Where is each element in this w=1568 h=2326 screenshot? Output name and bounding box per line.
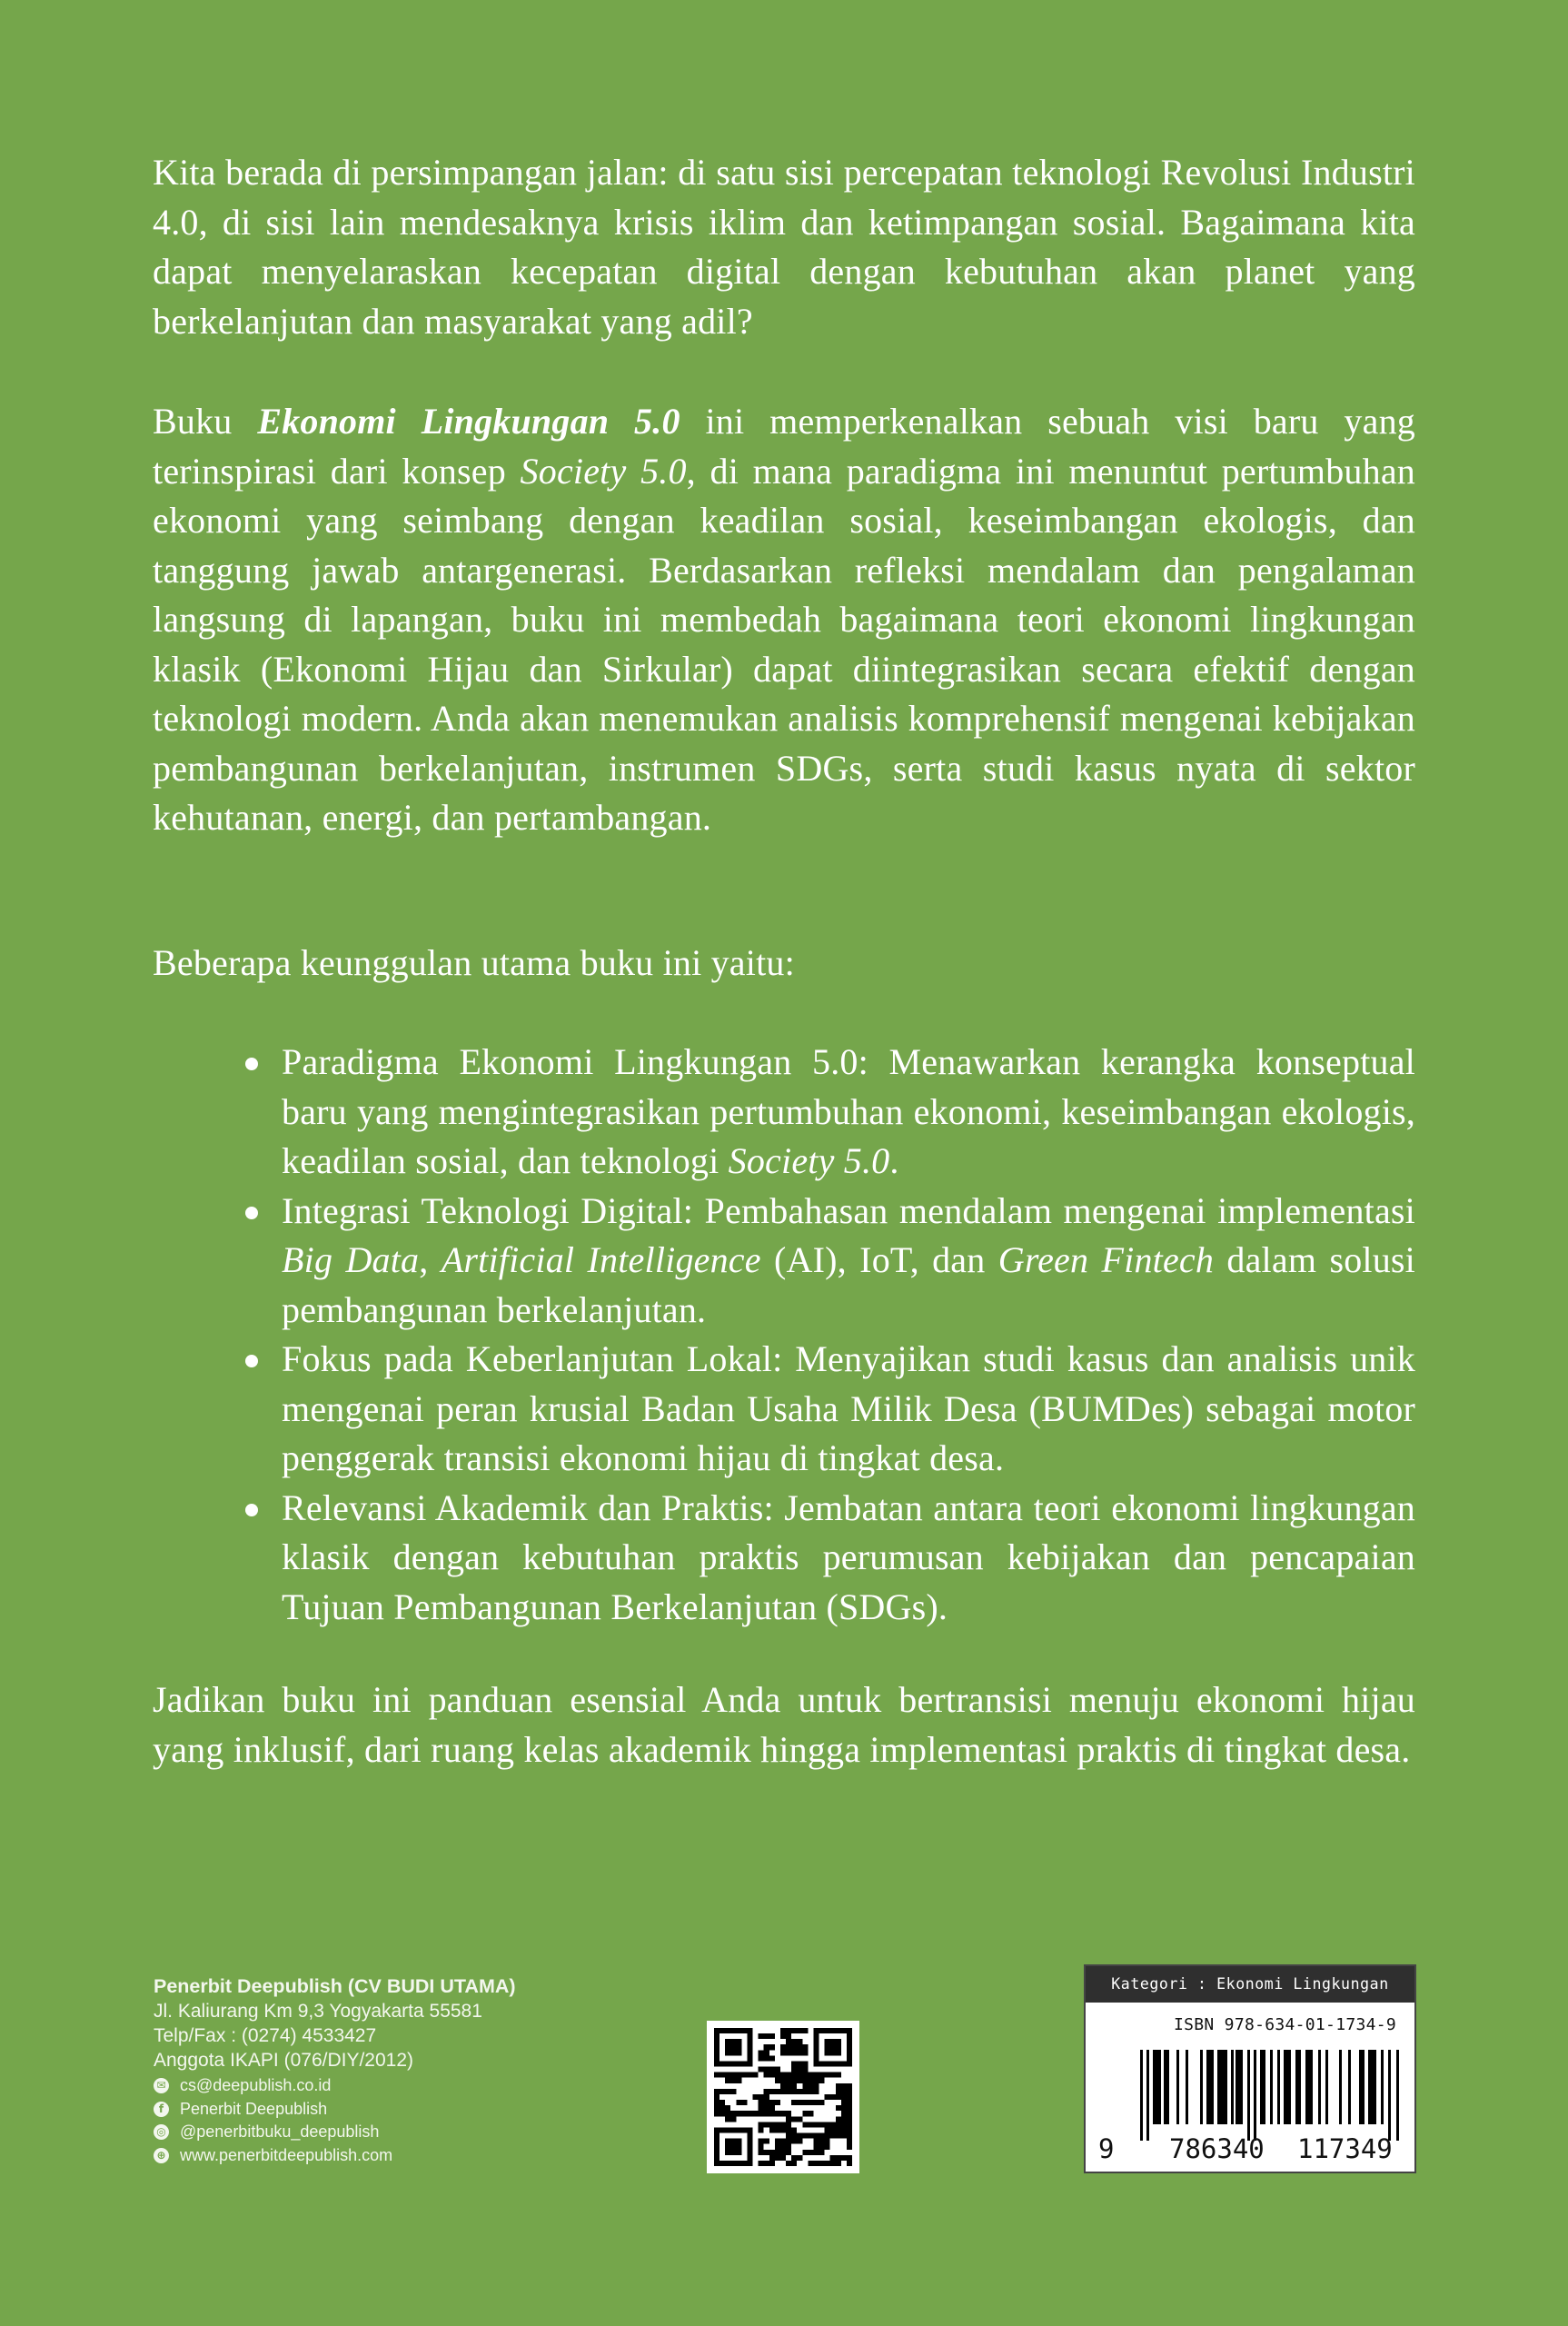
feature-text: Paradigma Ekonomi Lingkungan 5.0: Menawarkan kerangka konseptual baru yang mengintegrasikan pertumbuhan ekonomi, keseimbangan ekologis, keadilan sosial, dan teknologi (282, 1041, 1415, 1181)
bullet-icon (245, 1058, 258, 1070)
barcode-bar (1153, 2050, 1161, 2124)
barcode-bar (1140, 2050, 1143, 2141)
barcode-bar (1146, 2050, 1149, 2141)
text-span: Buku (153, 401, 258, 442)
feature-italic: Green Fintech (997, 1239, 1215, 1280)
feature-item (282, 1484, 1415, 1633)
feature-italic: Big Data (282, 1239, 420, 1280)
intro-paragraph-2 (153, 397, 1415, 843)
barcode-bar (1186, 2050, 1188, 2124)
feature-text: dalam solusi pembangunan berkelanjutan. (282, 1239, 1415, 1330)
instagram-icon: ◎ (154, 2124, 169, 2140)
barcode-bar (1200, 2050, 1203, 2124)
barcode-bar (1270, 2050, 1273, 2124)
barcode-bar (1260, 2050, 1265, 2124)
contact-instagram[interactable] (154, 2121, 516, 2144)
features-intro-text: Beberapa keunggulan utama buku ini yaitu: (153, 942, 795, 983)
feature-text: . (889, 1140, 899, 1181)
contact-email[interactable] (154, 2074, 516, 2098)
email-icon: ✉ (154, 2078, 169, 2093)
globe-icon: ⊕ (154, 2148, 169, 2163)
barcode-bar (1368, 2050, 1376, 2124)
publisher-name: Penerbit Deepublish (CV BUDI UTAMA) (154, 1975, 516, 1997)
barcode-digits-left: 786340 (1169, 2133, 1265, 2164)
barcode-bar (1339, 2050, 1342, 2124)
isbn-number: ISBN 978-634-01-1734-9 (1174, 2015, 1397, 2034)
feature-item (282, 1187, 1415, 1336)
contact-website-text[interactable]: www.penerbitdeepublish.com (180, 2145, 393, 2164)
qr-code[interactable] (707, 2021, 859, 2173)
publisher-info (154, 1974, 516, 2167)
feature-text: Integrasi Teknologi Digital: Pembahasan mendalam mengenai implementasi (282, 1189, 1415, 1231)
text-span: ini memperkenalkan sebuah visi baru yang terinspirasi dari konsep (153, 401, 1415, 492)
barcode-bar (1305, 2050, 1313, 2124)
barcode-bar (1277, 2050, 1280, 2124)
barcode-bar (1318, 2050, 1321, 2124)
contact-website[interactable] (154, 2144, 516, 2168)
barcode-bar (1295, 2050, 1301, 2124)
barcode-bar (1381, 2050, 1384, 2124)
barcode-bar (1325, 2050, 1328, 2124)
barcode-bar (1236, 2050, 1243, 2124)
feature-text: Relevansi Akademik dan Praktis: Jembatan antara teori ekonomi lingkungan klasik dengan kebutuhan praktis perumusan kebijakan dan pencapaian Tujuan Pembangunan Berkelanjutan (SDGs). (282, 1486, 1415, 1627)
contact-facebook-text[interactable]: Penerbit Deepublish (180, 2099, 328, 2118)
qr-code-icon (714, 2028, 852, 2166)
intro-paragraph-1-text: Kita berada di persimpangan jalan: di satu sisi percepatan teknologi Revolusi Industri 4.0, di sisi lain mendesaknya krisis iklim dan ketimpangan sosial. Bagaimana kita dapat menyelaraskan kecepatan digital dengan kebutuhan akan planet yang berkelanjutan dan masyarakat yang adil? (153, 152, 1415, 342)
publisher-address: Jl. Kaliurang Km 9,3 Yogyakarta 55581 (154, 2001, 482, 2022)
feature-italic: Artificial Intelligence (441, 1239, 761, 1280)
category-label: Kategori : Ekonomi Lingkungan (1086, 1966, 1414, 2003)
features-list (282, 1038, 1415, 1632)
barcode-bar (1254, 2050, 1256, 2141)
barcode-bar (1164, 2050, 1169, 2124)
book-title: Ekonomi Lingkungan 5.0 (257, 401, 680, 442)
bullet-icon (245, 1207, 258, 1219)
barcode-bar (1348, 2050, 1351, 2124)
text-span: , di mana paradigma ini menuntut pertumbuhan ekonomi yang seimbang dengan keadilan sosial, keseimbangan ekologis, dan tanggung jawab antargenerasi. Berdasarkan refleksi mendalam dan pengalaman langsung di lapangan, buku ini membedah bagaimana teori ekonomi lingkungan klasik (Ekonomi Hijau dan Sirkular) dapat diintegrasikan secara efektif dengan teknologi modern. Anda akan menemukan analisis komprehensif mengenai kebijakan pembangunan berkelanjutan, instrumen SDGs, serta studi kasus nyata di sektor kehutanan, energi, dan pertambangan. (153, 450, 1415, 838)
contact-email-text[interactable]: cs@deepublish.co.id (180, 2076, 332, 2094)
feature-text: Fokus pada Keberlanjutan Lokal: Menyajikan studi kasus dan analisis unik mengenai peran krusial Badan Usaha Milik Desa (BUMDes) sebagai motor penggerak transisi ekonomi hijau di tingkat desa. (282, 1338, 1415, 1478)
barcode-bar (1176, 2050, 1179, 2124)
closing-paragraph (153, 1675, 1415, 1774)
feature-item (282, 1038, 1415, 1187)
feature-italic: Society 5.0 (728, 1140, 890, 1181)
isbn-barcode-box (1084, 1964, 1416, 2173)
contact-facebook[interactable] (154, 2098, 516, 2122)
feature-text: (AI), IoT, dan (760, 1239, 998, 1280)
barcode-bar (1284, 2050, 1291, 2124)
barcode-bar (1247, 2050, 1250, 2141)
barcode-digit-first: 9 (1098, 2133, 1115, 2164)
barcode-bar (1206, 2050, 1214, 2124)
intro-paragraph-1 (153, 148, 1415, 346)
contact-instagram-text[interactable]: @penerbitbuku_deepublish (180, 2122, 380, 2141)
barcode-bar (1359, 2050, 1365, 2124)
feature-item (282, 1335, 1415, 1484)
barcode-bar (1217, 2050, 1227, 2124)
barcode-digits-right: 117349 (1297, 2133, 1393, 2164)
publisher-phone: Telp/Fax : (0274) 4533427 (154, 2025, 377, 2046)
barcode-bar (1396, 2050, 1399, 2141)
closing-text: Jadikan buku ini panduan esensial Anda untuk bertransisi menuju ekonomi hijau yang inklusif, dari ruang kelas akademik hingga implementasi praktis di tingkat desa. (153, 1679, 1415, 1770)
feature-text: , (419, 1239, 442, 1280)
barcode-bar (1231, 2050, 1234, 2124)
facebook-icon: f (154, 2102, 169, 2117)
features-intro (153, 939, 1415, 989)
barcode-bar (1388, 2050, 1391, 2141)
society-term: Society 5.0 (520, 450, 687, 492)
intro-paragraph-2-text (153, 397, 1415, 843)
publisher-contacts (154, 2074, 516, 2167)
bullet-icon (245, 1504, 258, 1516)
publisher-ikapi: Anggota IKAPI (076/DIY/2012) (154, 2050, 414, 2071)
bullet-icon (245, 1355, 258, 1367)
